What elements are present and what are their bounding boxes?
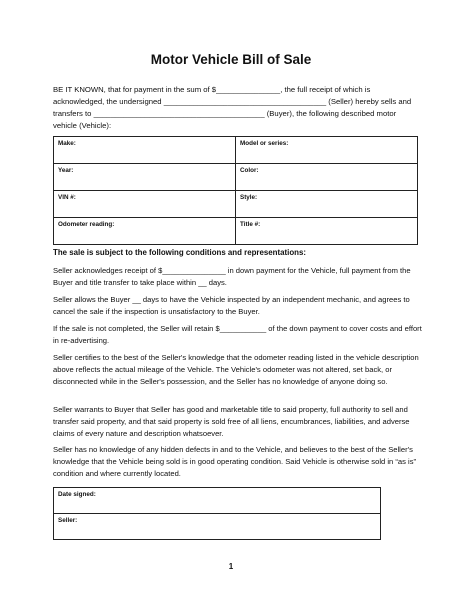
style-field[interactable]: Style: [236,191,418,218]
condition-paragraph: Seller has no knowledge of any hidden defects in and to the Vehicle, and believes to the best of the Seller's knowledge that the Vehicle being sold is in good operating condition. Said Vehicle is otherwise sold in “as is” condition and where currently located. [53,445,417,478]
document-title: Motor Vehicle Bill of Sale [150,52,312,67]
odometer-field[interactable]: Odometer reading: [54,218,236,245]
retention-paragraph: If the sale is not completed, the Seller will retain $___________ of the down payment to cover costs and effort in re-advertising. [53,324,422,345]
title-warranty-paragraph: Seller warrants to Buyer that Seller has good and marketable title to said property, full authority to sell and transfer said property, and that said property is sold free of all liens, encumbrances, liabilities, and adverse claims of every nature and description whatsoever. [53,405,410,438]
page-number: 1 [228,562,234,571]
model-field[interactable]: Model or series: [236,137,418,164]
odometer-paragraph: Seller certifies to the best of the Seller's knowledge that the odometer reading listed in the vehicle description above reflects the actual mileage of the Vehicle. The Vehicle's odometer was not altered, set back, or disconnected while in the Seller's possession, and the Seller has no knowledge of anyone doing so. [53,353,419,386]
year-field[interactable]: Year: [54,164,236,191]
down-payment-paragraph: Seller acknowledges receipt of $_______________ in down payment for the Vehicle, full payment from the Buyer and title transfer to take place within __ days. [53,266,411,287]
signature-table [53,487,381,540]
make-field[interactable]: Make: [54,137,236,164]
title-number-field[interactable]: Title #: [236,218,418,245]
intro-paragraph: BE IT KNOWN, that for payment in the sum of $_______________, the full receipt of which is acknowledged, the undersigned ______________________________________ (Seller) hereby sells and transfers to ________________________________________ (Buyer), the following described motor vehicle (Vehicle): [53,85,412,130]
conditions-heading: The sale is subject to the following conditions and representations: [53,248,306,257]
vin-field[interactable]: VIN #: [54,191,236,218]
seller-signature-field[interactable]: Seller: [54,514,381,540]
color-field[interactable]: Color: [236,164,418,191]
date-signed-field[interactable]: Date signed: [54,488,381,514]
inspection-paragraph: Seller allows the Buyer __ days to have the Vehicle inspected by an independent mechanic, and agrees to cancel the sale if the inspection is unsatisfactory to the Buyer. [53,295,410,316]
vehicle-details-table [53,136,418,245]
